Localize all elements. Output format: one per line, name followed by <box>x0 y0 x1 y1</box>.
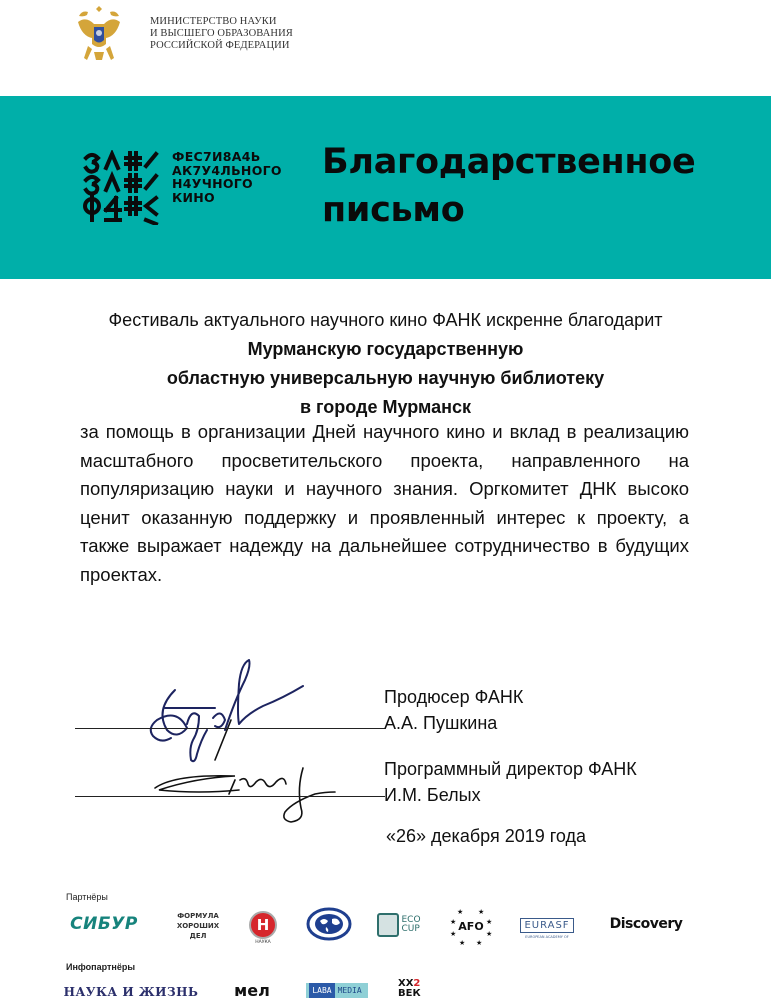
infopartner-logo-nauka-i-zhizn <box>64 984 198 1000</box>
infopartner-logo-xx2-vek <box>398 979 428 1000</box>
partners-label: Партнёры <box>66 892 108 902</box>
signature-line <box>75 728 385 729</box>
media-logo-part: MEDIA <box>337 986 362 995</box>
nauka-i-zhizn-logo-text: НАУКА И ЖИЗНЬ <box>63 985 199 999</box>
eurasf-caption: EUROPEAN ACADEMY OF <box>525 934 569 939</box>
partner-logo-sibur <box>64 912 144 936</box>
letter-date: «26» декабря 2019 года <box>386 826 587 846</box>
partner-logo-afo <box>448 906 494 946</box>
document-title-line: Благодарственное <box>322 142 696 182</box>
formula-logo-line: ХОРОШИХ <box>176 922 220 930</box>
svg-text:★: ★ <box>476 939 483 946</box>
xx2-logo-xx: XX <box>398 979 414 989</box>
ministry-line: МИНИСТЕРСТВО НАУКИ <box>150 16 277 27</box>
signature-line <box>75 796 385 797</box>
infopartner-logo-laba-media <box>306 983 368 998</box>
svg-text:★: ★ <box>457 908 464 916</box>
sibur-logo-text: СИБУР <box>70 914 138 934</box>
discovery-logo-text: Discovery <box>609 916 683 932</box>
festival-logo-line: ФЕС7И8А4Ь <box>172 149 261 164</box>
recipient-line: в городе Мурманск <box>299 397 472 417</box>
handwritten-signatures <box>75 648 385 828</box>
partner-logo-eurasf <box>520 915 574 941</box>
signer-program-director <box>384 756 637 808</box>
festival-logo-line: КИНО <box>172 189 215 205</box>
festival-logo-text <box>172 150 282 204</box>
laba-logo-part: LABA <box>309 983 334 998</box>
festival-logo-line: Н4УЧНОГО <box>172 176 253 191</box>
ecocup-text <box>401 916 420 934</box>
festival-logo-line: АК7У4ЛЬНОГО <box>172 162 282 178</box>
ecocup-line: ECO <box>401 915 421 925</box>
svg-text:★: ★ <box>478 908 485 916</box>
signer-role: Продюсер ФАНК <box>384 687 524 707</box>
infopartners-label: Инфопартнёры <box>66 962 136 972</box>
recipient-line: Мурманскую государственную <box>247 339 524 359</box>
formula-logo-line: ФОРМУЛА <box>177 912 219 920</box>
signer-name: А.А. Пушкина <box>384 713 498 733</box>
svg-text:★: ★ <box>459 939 466 946</box>
partner-logo-ecocup <box>376 912 422 938</box>
double-headed-eagle-emblem-icon <box>74 2 124 66</box>
partner-logo-formula <box>170 909 226 943</box>
ministry-line: РОССИЙСКОЙ ФЕДЕРАЦИИ <box>150 40 290 51</box>
nauka-h-icon: H <box>249 911 277 939</box>
mel-logo-text: мел <box>234 980 270 1000</box>
letter-intro: Фестиваль актуального научного кино ФАНК искренне благодарит <box>108 310 663 330</box>
letter-body: за помощь в организации Дней научного кино и вклад в реализацию масштабного просветительского проекта, направленного на популяризацию науки и научного знания. Оргкомитет ДНК высоко ценит оказанную поддержку и проявленный интерес к проекту, а также выражает надежду на дальнейшее сотрудничество в будущих проектах. <box>80 421 689 585</box>
afo-logo-text: AFO <box>458 919 484 933</box>
svg-text:★: ★ <box>450 918 457 926</box>
document-title-line: письмо <box>322 190 465 230</box>
signer-name: И.М. Белых <box>384 785 481 805</box>
eurasf-logo-text: EURASF <box>520 918 573 933</box>
document-title <box>322 138 695 234</box>
svg-text:★: ★ <box>486 930 493 938</box>
infopartner-logo-mel <box>228 980 276 1000</box>
svg-text:★: ★ <box>450 930 457 938</box>
recipient-line: областную универсальную научную библиотеку <box>166 368 605 388</box>
fank-logo-glyphs-icon <box>82 150 162 225</box>
signer-producer <box>384 684 523 736</box>
signer-role: Программный директор ФАНК <box>384 759 637 779</box>
ecocup-cup-icon <box>377 913 399 937</box>
nauka-caption: НАУКА <box>255 940 271 945</box>
ministry-name <box>150 16 293 52</box>
partner-logo-discovery <box>604 914 688 934</box>
xx2-logo-2: 2 <box>413 979 421 989</box>
ministry-line: И ВЫСШЕГО ОБРАЗОВАНИЯ <box>150 28 293 39</box>
xx2-logo-vek: ВЕК <box>398 988 421 999</box>
partner-logo-nauka <box>248 908 278 948</box>
svg-text:★: ★ <box>486 918 493 926</box>
geographic-society-globe-icon <box>306 907 352 941</box>
formula-logo-line: ДЕЛ <box>189 932 207 940</box>
ecocup-line: CUP <box>401 924 420 934</box>
